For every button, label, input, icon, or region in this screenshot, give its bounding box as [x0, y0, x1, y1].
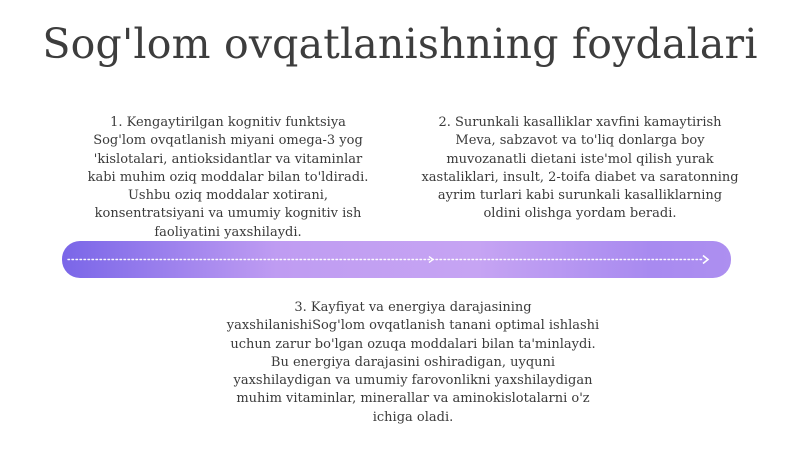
benefit-point-1 — [80, 114, 376, 242]
benefit-point-3 — [226, 299, 600, 427]
benefit-heading-3: 3. Kayfiyat va energiya darajasining yaxshilanishi — [226, 300, 532, 334]
timeline-arrow-2-icon — [703, 256, 708, 264]
benefit-heading-1: 1. Kengaytirilgan kognitiv funktsiya — [110, 115, 346, 130]
benefit-point-2 — [418, 114, 742, 224]
timeline-arrows — [62, 241, 731, 278]
benefit-body-2: Meva, sabzavot va to'liq donlarga boy muvozanatli dietani iste'mol qilish yurak xastaliklari, insult, 2-toifa diabet va saratonning ayrim turlari kabi surunkali kasalliklarning oldini olishga yordam beradi. — [421, 133, 739, 222]
benefit-body-3: Sog'lom ovqatlanish tanani optimal ishlashi uchun zarur bo'lgan ozuqa moddalari bilan ta'minlaydi. Bu energiya darajasini oshiradigan, uyquni yaxshilaydigan va umumiy farovonlikni yaxshilaydigan muhim vitaminlar, minerallar va aminokislotalarni o'z ichiga oladi. — [230, 318, 600, 425]
timeline-bar — [62, 241, 731, 278]
slide-title: Sog'lom ovqatlanishning foydalari — [42, 20, 758, 68]
benefit-body-1: Sog'lom ovqatlanish miyani omega-3 yog 'kislotalari, antioksidantlar va vitaminlar kabi muhim oziq moddalar bilan to'ldiradi. Ushbu oziq moddalar xotirani, konsentratsiyani va umumiy kognitiv ish faoliyatini yaxshilaydi. — [87, 133, 369, 240]
benefit-heading-2: 2. Surunkali kasalliklar xavfini kamaytirish — [438, 115, 722, 130]
